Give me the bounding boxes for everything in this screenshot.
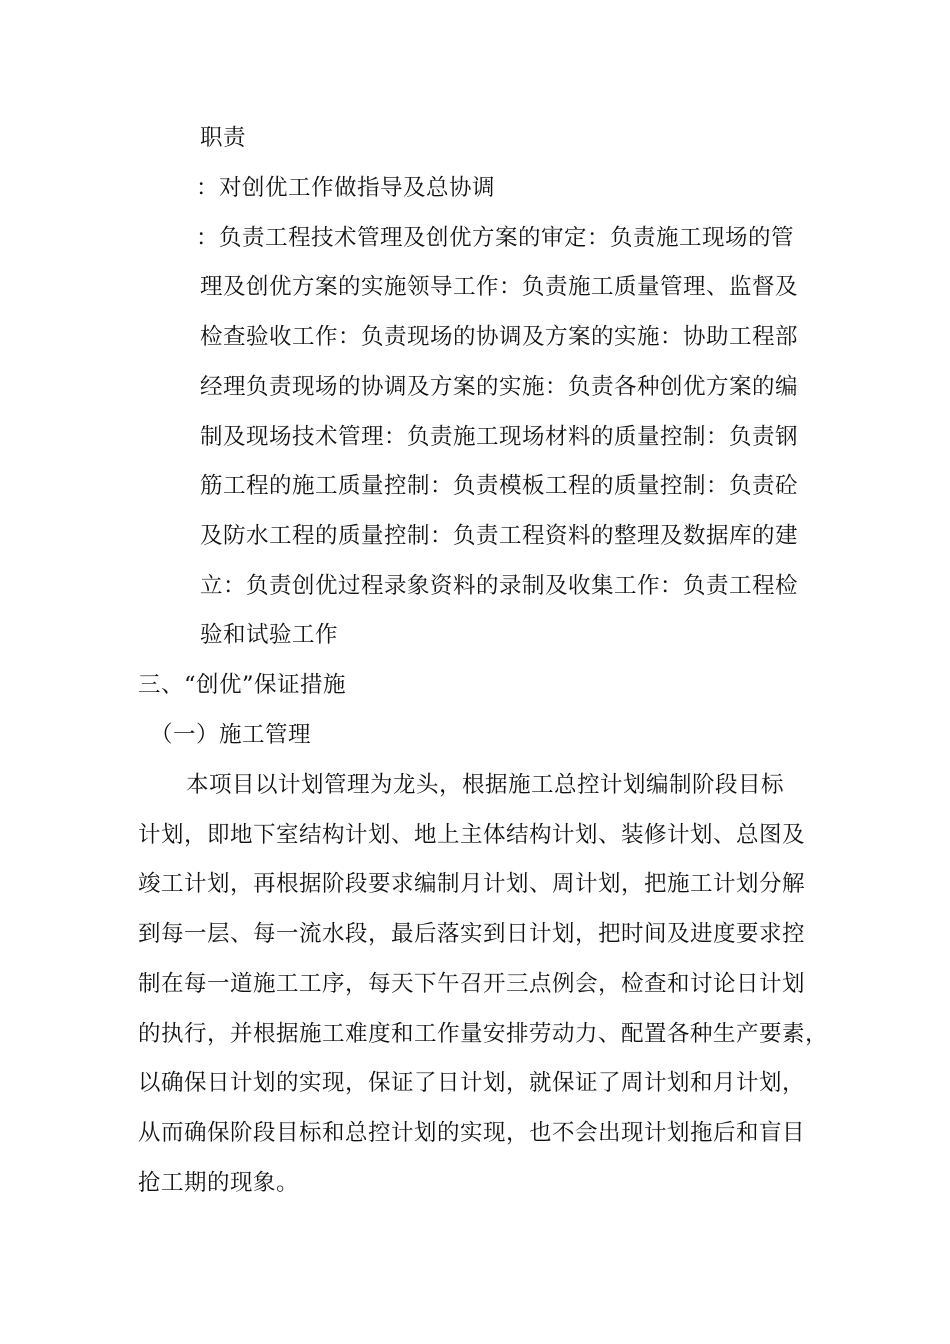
paragraph-line: 竣工计划，再根据阶段要求编制月计划、周计划，把施工计划分解 xyxy=(138,871,806,897)
responsibility-line: ：对创优工作做指导及总协调 xyxy=(196,175,496,201)
responsibility-line: 立：负责创优过程录象资料的录制及收集工作：负责工程检 xyxy=(200,573,799,599)
paragraph-line: 以确保日计划的实现，保证了日计划，就保证了周计划和月计划， xyxy=(138,1070,806,1096)
paragraph-line: 本项目以计划管理为龙头，根据施工总控计划编制阶段目标 xyxy=(186,772,785,798)
responsibility-line: 检查验收工作：负责现场的协调及方案的实施：协助工程部 xyxy=(200,324,799,350)
paragraph-line: 到每一层、每一流水段，最后落实到日计划，把时间及进度要求控 xyxy=(138,921,806,947)
responsibility-line: 经理负责现场的协调及方案的实施：负责各种创优方案的编 xyxy=(200,374,799,400)
paragraph-line: 从而确保阶段目标和总控计划的实现，也不会出现计划拖后和盲目 xyxy=(138,1120,806,1146)
paragraph-line: 的执行，并根据施工难度和工作量安排劳动力、配置各种生产要素， xyxy=(138,1021,829,1047)
responsibility-line: 筋工程的施工质量控制：负责模板工程的质量控制：负责砼 xyxy=(200,473,799,499)
paragraph-line: 制在每一道施工工序，每天下午召开三点例会，检查和讨论日计划 xyxy=(138,971,806,997)
responsibility-line: 及防水工程的质量控制：负责工程资料的整理及数据库的建 xyxy=(200,523,799,549)
responsibility-line: 制及现场技术管理：负责施工现场材料的质量控制：负责钢 xyxy=(200,424,799,450)
responsibility-line: 验和试验工作 xyxy=(200,622,339,648)
responsibility-line: 理及创优方案的实施领导工作：负责施工质量管理、监督及 xyxy=(200,274,799,300)
paragraph-line: 计划，即地下室结构计划、地上主体结构计划、装修计划、总图及 xyxy=(138,822,806,848)
subsection-heading: （一）施工管理 xyxy=(150,722,312,748)
responsibilities-heading: 职责 xyxy=(200,125,247,151)
paragraph-line: 抢工期的现象。 xyxy=(138,1170,300,1196)
section-heading: 三、“创优”保证措施 xyxy=(138,672,347,698)
responsibility-line: ：负责工程技术管理及创优方案的审定：负责施工现场的管 xyxy=(196,225,795,251)
